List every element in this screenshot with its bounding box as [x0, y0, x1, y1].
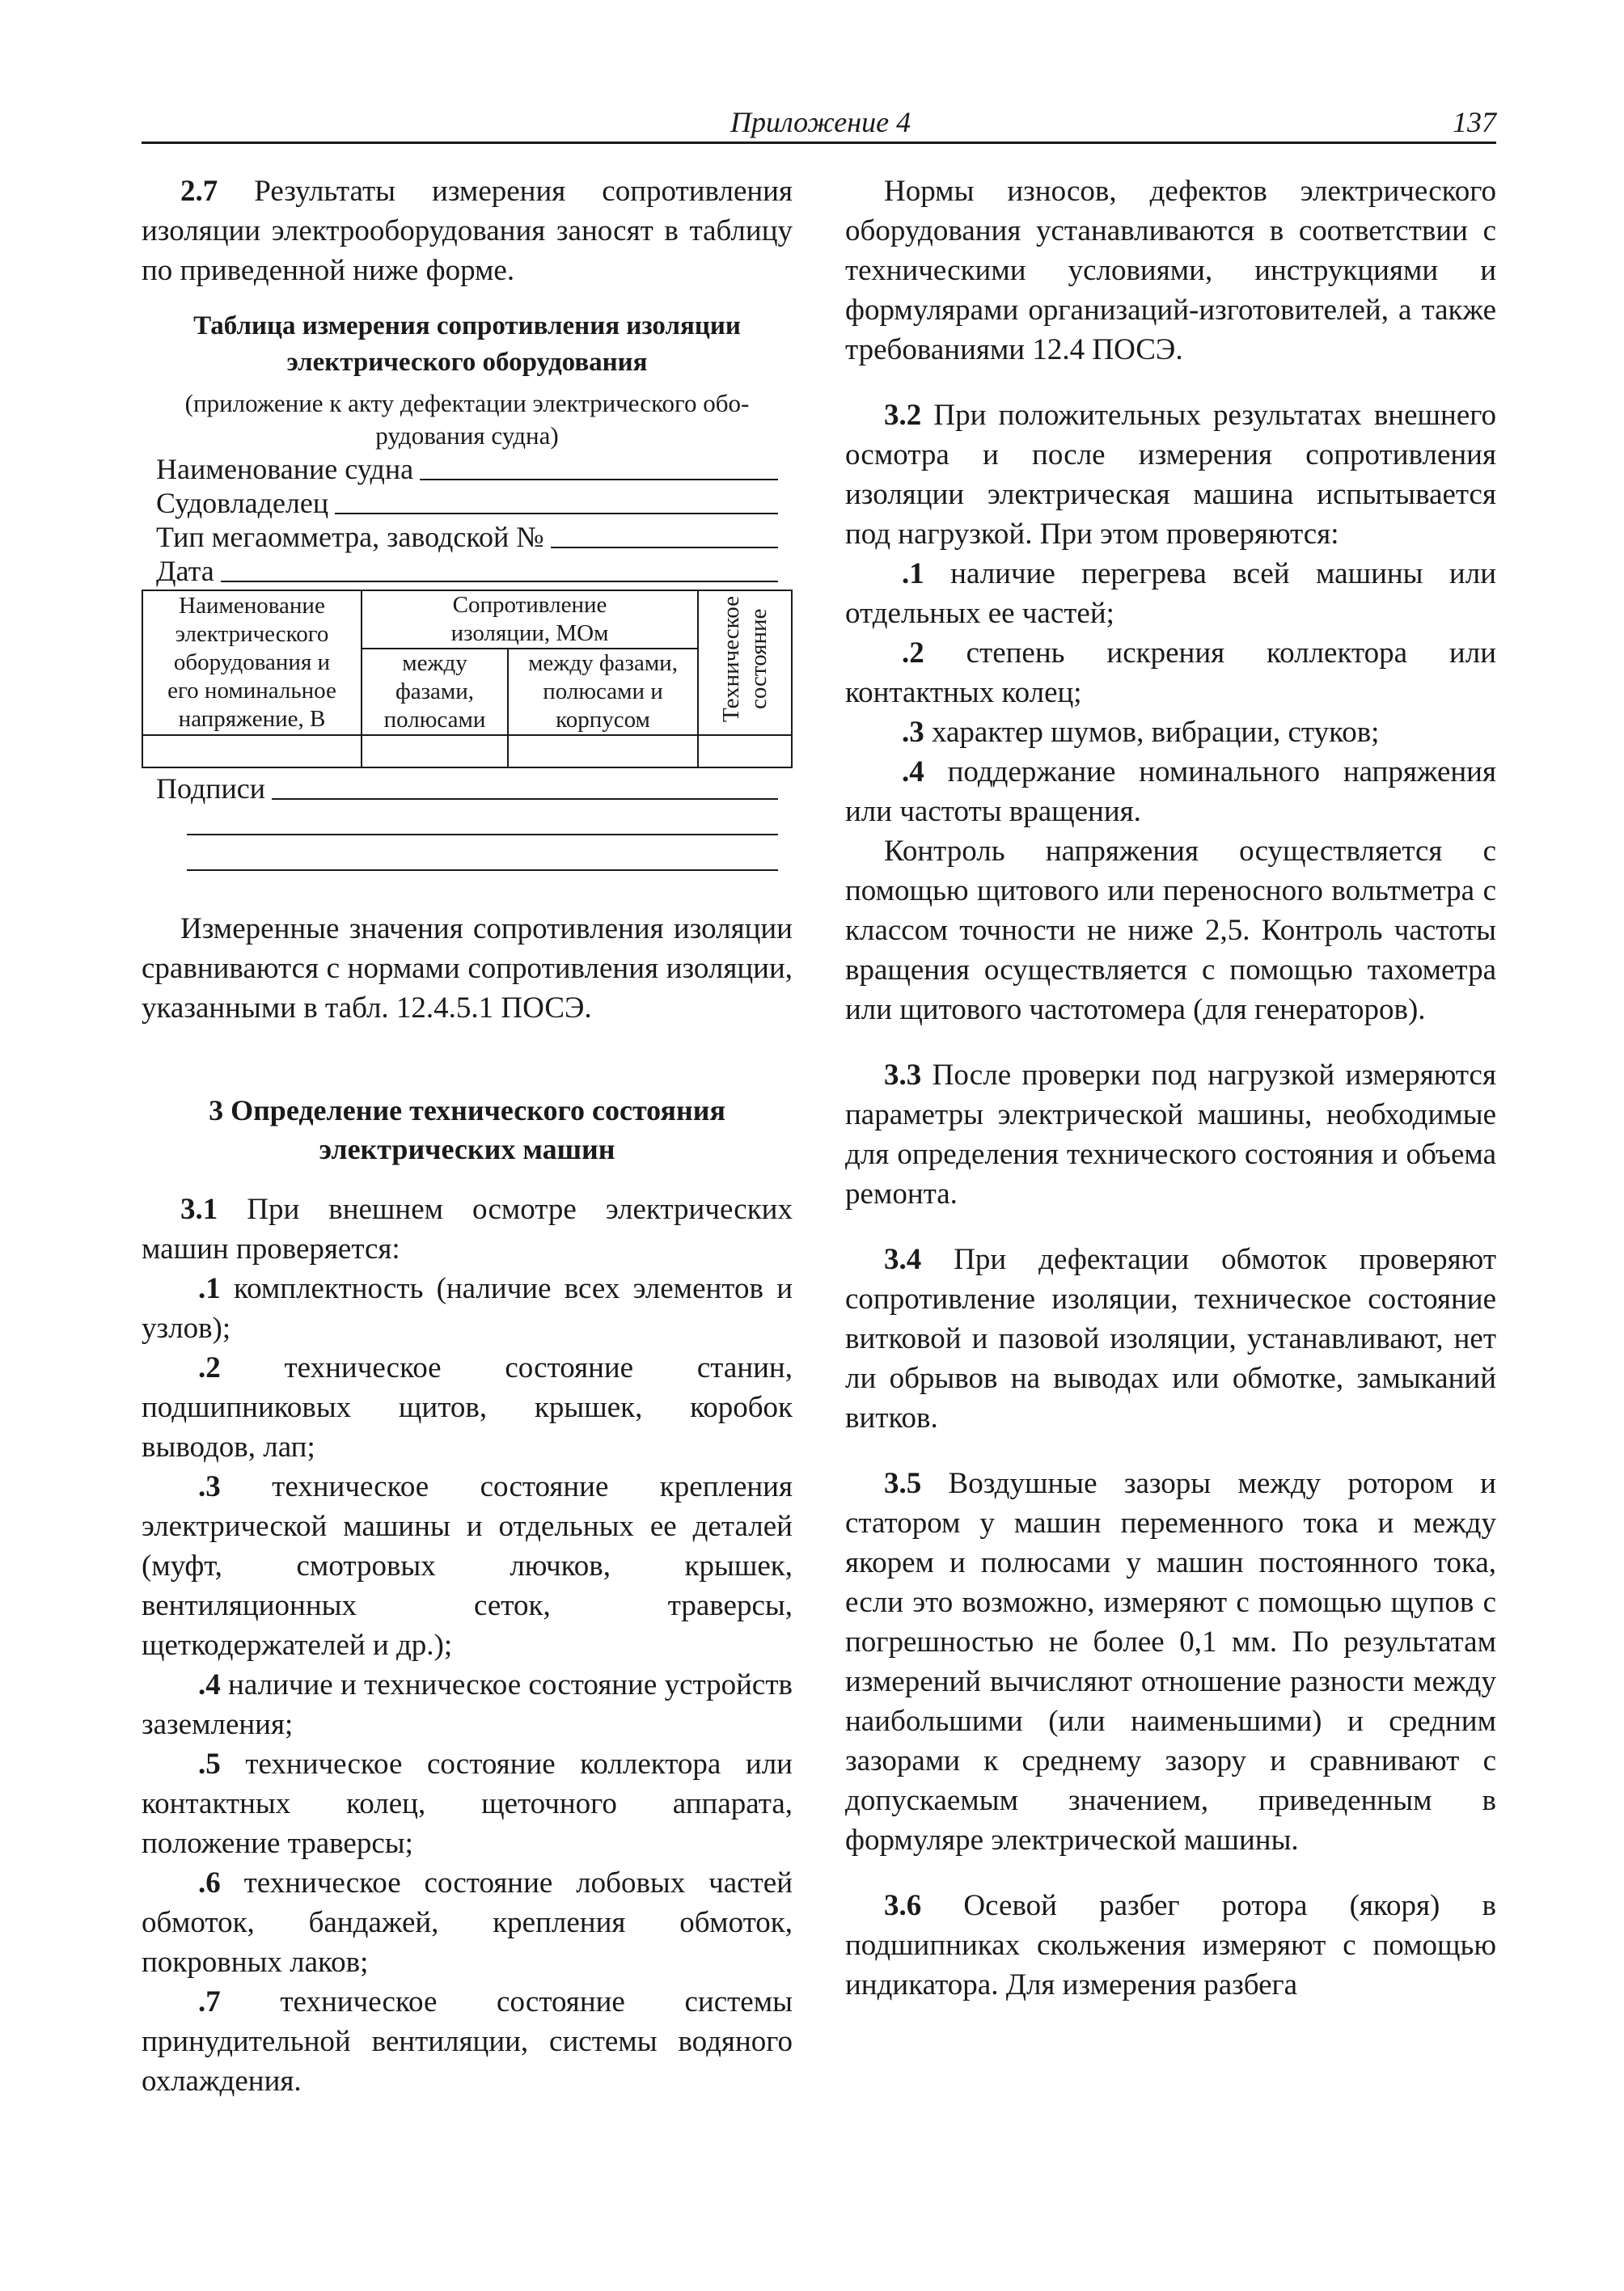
clause-text: При внешнем осмотре электрических машин проверяется: — [142, 1193, 793, 1266]
field-label: Судовладелец — [156, 487, 329, 519]
table-subtitle-line: рудования судна) — [375, 421, 559, 450]
clause-text: После проверки под нагрузкой измеряются параметры электрической машины, необходимые для определения технического состояния и объема ремонта. — [845, 1059, 1496, 1211]
paragraph-norms: Нормы износов, дефектов электрического оборудования устанавливаются в соответствии с техническими условиями, инструкциями и формулярами организаций-изготовителей, а также требованиями 12.4 ПОСЭ. — [845, 175, 1496, 366]
fill-line — [420, 479, 778, 480]
clause-text: Осевой разбег ротора (якоря) в подшипниках скольжения измеряют с помощью индикатора. Для измерения разбега — [845, 1889, 1496, 2001]
field-label: Тип мегаомметра, заводской № — [156, 521, 544, 553]
list-item: .7 техническое состояние системы принудительной вентиляции, системы водяного охлаждения. — [142, 1985, 793, 2098]
clause-number: 3.1 — [180, 1193, 218, 1226]
signature-line — [142, 841, 793, 877]
field-ship-name — [142, 452, 793, 486]
paragraph-3-2 — [845, 395, 1496, 554]
field-label: Подписи — [156, 772, 266, 805]
table-cell — [142, 735, 362, 767]
list-item: .4 поддержание номинального напряжения или частоты вращения. — [845, 755, 1496, 828]
field-date — [142, 554, 793, 588]
table-title-line: электрического оборудования — [286, 348, 648, 377]
table-subtitle — [142, 387, 793, 452]
col-equipment-header: Наименование электрического оборудования и его номинальное напряжение, В — [142, 590, 362, 735]
list-item: .3 техническое состояние крепления электрической машины и отдельных ее деталей (муфт, смотровых лючков, крышек, вентиляционных сеток, траверсы, щеткодержателей и др.); — [142, 1470, 793, 1662]
col-state-header: Техническое состояние — [698, 590, 792, 735]
page-header — [142, 105, 1496, 144]
table-cell — [362, 735, 508, 767]
col-between-phases-header: между фазами, полюсами — [362, 649, 508, 735]
right-column — [845, 171, 1496, 2005]
clause-text: При дефектации обмоток проверяют сопротивление изоляции, техническое состояние витковой и пазовой изоляции, устанавливают, нет ли обрывов на выводах или обмотке, замыканий витков. — [845, 1243, 1496, 1435]
field-label: Дата — [156, 555, 214, 587]
paragraph-3-1 — [142, 1190, 793, 1269]
list-item: .6 техническое состояние лобовых частей обмоток, бандажей, крепления обмоток, покровных лаков; — [142, 1866, 793, 1979]
paragraph-3-6 — [845, 1886, 1496, 2005]
clause-text: Результаты измерения сопротивления изоляции электрооборудования заносят в таблицу по приведенной ниже форме. — [142, 175, 793, 287]
fill-line — [335, 513, 778, 514]
table-row — [142, 735, 792, 767]
table-title-line: Таблица измерения сопротивления изоляции — [193, 311, 741, 340]
col-resistance-header: Сопротивление изоляции, МОм — [362, 590, 698, 649]
clause-text: При положительных результатах внешнего осмотра и после измерения сопротивления изоляции электрическая машина испытывается под нагрузкой. При этом проверяются: — [845, 399, 1496, 551]
paragraph-3-5 — [845, 1464, 1496, 1860]
paragraph-2-7 — [142, 171, 793, 290]
clause-number: 2.7 — [180, 175, 218, 208]
clause-number: 3.2 — [884, 399, 922, 432]
clause-number: 3.5 — [884, 1467, 922, 1500]
list-item: .3 характер шумов, вибрации, стуков; — [902, 716, 1380, 749]
running-title: Приложение 4 — [730, 106, 911, 138]
list-item: .1 комплектность (наличие всех элементов и узлов); — [142, 1272, 793, 1345]
clause-text: Воздушные зазоры между ротором и статором у машин переменного тока и между якорем и полюсами у машин постоянного тока, если это возможно, измеряют с помощью щупов с погрешностью не более 0,1 мм. По результатам измерений вычисляют отношение разности между наибольшими (или наименьшими) и средним зазорами к среднему зазору и сравнивают с допускаемым значением, приведенным в формуляре электрической машины. — [845, 1467, 1496, 1857]
page-number: 137 — [1453, 106, 1496, 138]
col-phases-body-header: между фазами, полюсами и корпусом — [508, 649, 698, 735]
fill-line — [221, 581, 778, 582]
paragraph-3-3 — [845, 1055, 1496, 1214]
list-item: .5 техническое состояние коллектора или контактных колец, щеточного аппарата, положение траверсы; — [142, 1748, 793, 1860]
field-ship-owner — [142, 486, 793, 520]
list-item: .4 наличие и техническое состояние устройств заземления; — [142, 1668, 793, 1741]
field-signatures — [142, 771, 793, 805]
table-title — [142, 308, 793, 381]
left-column — [142, 171, 793, 2101]
clause-number: 3.6 — [884, 1889, 922, 1922]
fill-line — [272, 798, 778, 800]
section-3-heading: 3 Определение технического состояния электрических машин — [209, 1094, 725, 1165]
field-label: Наименование судна — [156, 453, 414, 485]
paragraph-voltage-control: Контроль напряжения осуществляется с помощью щитового или переносного вольтметра с классом точности не ниже 2,5. Контроль частоты вращения осуществляется с помощью тахометра или щитового частотомера (для генераторов). — [845, 835, 1496, 1026]
fill-line — [551, 547, 778, 548]
list-item: .2 техническое состояние станин, подшипниковых щитов, крышек, коробок выводов, лап; — [142, 1351, 793, 1464]
table-subtitle-line: (приложение к акту дефектации электрического обо- — [184, 389, 750, 417]
field-megger-type — [142, 520, 793, 554]
paragraph-measured: Измеренные значения сопротивления изоляции сравниваются с нормами сопротивления изоляции, указанными в табл. 12.4.5.1 ПОСЭ. — [142, 912, 793, 1025]
clause-number: 3.3 — [884, 1059, 922, 1092]
clause-number: 3.4 — [884, 1243, 922, 1276]
fill-line — [187, 834, 778, 835]
table-cell — [508, 735, 698, 767]
insulation-table — [142, 590, 793, 768]
signature-line — [142, 805, 793, 841]
table-cell — [698, 735, 792, 767]
list-item: .2 степень искрения коллектора или контактных колец; — [845, 636, 1496, 709]
list-item: .1 наличие перегрева всей машины или отдельных ее частей; — [845, 557, 1496, 630]
paragraph-3-4 — [845, 1240, 1496, 1438]
fill-line — [187, 869, 778, 871]
